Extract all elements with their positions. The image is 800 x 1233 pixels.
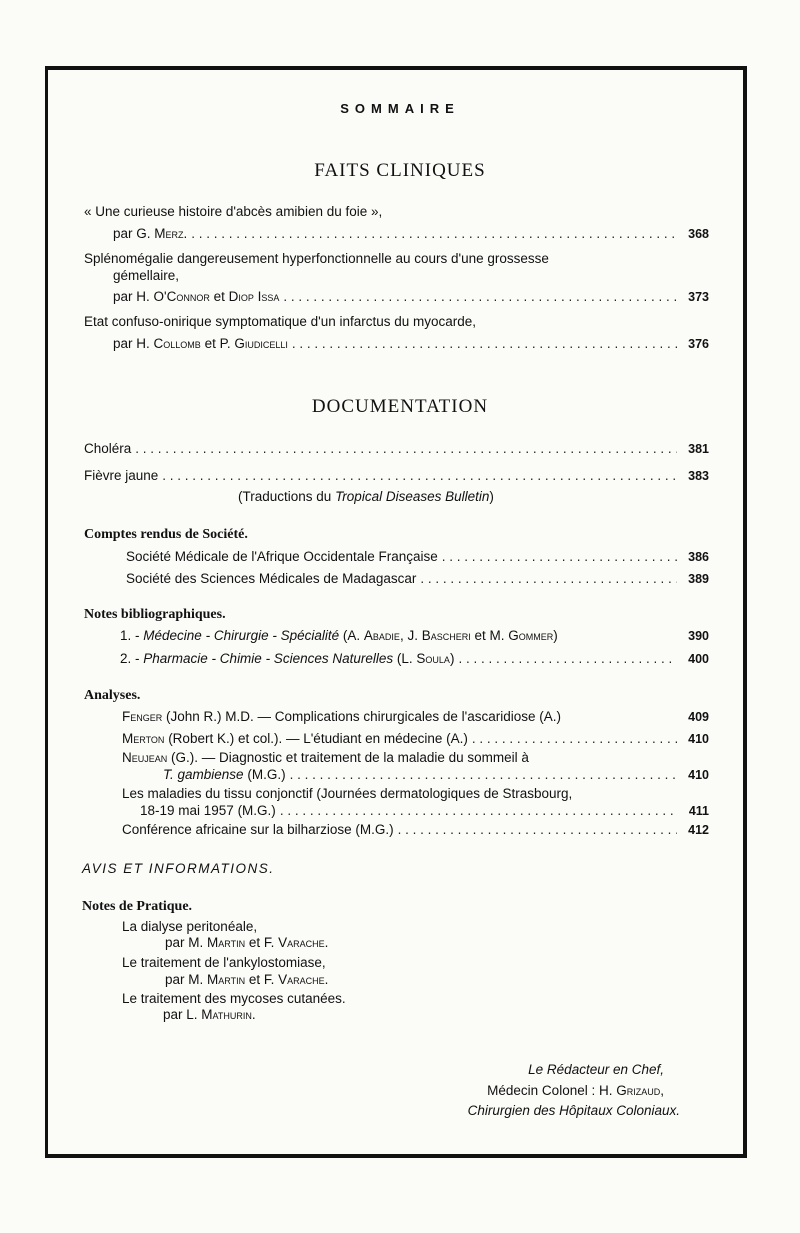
signature-line-1: Le Rédacteur en Chef, <box>528 1062 664 1077</box>
page-number: 368 <box>688 227 709 241</box>
leader-dots <box>290 767 677 782</box>
signature-line-2: Médecin Colonel : H. Grizaud, <box>487 1083 664 1098</box>
entry-societe-madagascar <box>126 571 709 586</box>
page-number: 410 <box>688 732 709 746</box>
author-line: par H. Collomb et P. Giudicelli <box>113 336 288 351</box>
notes-biblio-heading: Notes bibliographiques. <box>84 607 226 622</box>
entry-label: 2. - Pharmacie - Chimie - Sciences Naturelles (L. Soula) <box>120 651 455 666</box>
page-number: 373 <box>688 290 709 304</box>
entry-biblio-2 <box>120 651 709 666</box>
page-number: 376 <box>688 337 709 351</box>
entry-societe-aof <box>126 549 709 564</box>
pratique-ankylostomiase-authors: par M. Martin et F. Varache. <box>165 972 329 987</box>
entry-splenomegalie-title-2: gémellaire, <box>113 268 180 283</box>
analyses-heading: Analyses. <box>84 688 141 703</box>
entry-splenomegalie <box>113 289 709 304</box>
entry-bilharziose <box>122 822 709 837</box>
leader-dots <box>398 822 677 837</box>
comptes-rendus-heading: Comptes rendus de Société. <box>84 527 248 542</box>
entry-neujean <box>163 767 709 782</box>
leader-dots <box>442 549 677 564</box>
signature-line-3: Chirurgien des Hôpitaux Coloniaux. <box>467 1103 680 1118</box>
entry-label: Conférence africaine sur la bilharziose (M.G.) <box>122 822 394 837</box>
author-line: par H. O'Connor et Diop Issa <box>113 289 280 304</box>
leader-dots <box>292 336 677 351</box>
author-line: par G. Merz. <box>113 226 188 241</box>
entry-label: Choléra <box>84 441 132 456</box>
entry-splenomegalie-title: Splénomégalie dangereusement hyperfonctionnelle au cours d'une grossesse <box>84 251 549 266</box>
leader-dots <box>458 651 677 666</box>
leader-dots <box>280 803 677 818</box>
entry-label: 18-19 mai 1957 (M.G.) <box>140 803 276 818</box>
page-number: 389 <box>688 572 709 586</box>
page-number: 390 <box>688 629 709 643</box>
entry-merz <box>113 226 709 241</box>
page-number: 410 <box>688 768 709 782</box>
entry-merton <box>122 731 709 746</box>
entry-maladies-title: Les maladies du tissu conjonctif (Journées dermatologiques de Strasbourg, <box>122 786 573 801</box>
entry-fievre-jaune <box>84 468 709 483</box>
pratique-mycoses-title: Le traitement des mycoses cutanées. <box>122 991 346 1006</box>
page-number: 409 <box>688 710 709 724</box>
page-number: 386 <box>688 550 709 564</box>
entry-label: Fièvre jaune <box>84 468 159 483</box>
entry-biblio-1 <box>120 628 709 643</box>
sommaire-title: SOMMAIRE <box>340 101 460 116</box>
page-number: 400 <box>688 652 709 666</box>
avis-informations-heading: AVIS ET INFORMATIONS. <box>82 861 275 876</box>
leader-dots <box>135 441 677 456</box>
pratique-dialyse-title: La dialyse peritonéale, <box>122 919 258 934</box>
entry-label: Société des Sciences Médicales de Madagascar <box>126 571 417 586</box>
entry-label: Merton (Robert K.) et col.). — L'étudiant en médecine (A.) <box>122 731 468 746</box>
page-number: 381 <box>688 442 709 456</box>
pratique-mycoses-authors: par L. Mathurin. <box>163 1007 256 1022</box>
entry-neujean-title: Neujean (G.). — Diagnostic et traitement de la maladie du sommeil à <box>122 750 529 765</box>
entry-label: Fenger (John R.) M.D. — Complications chirurgicales de l'ascaridiose (A.) <box>122 709 561 724</box>
entry-label: 1. - Médecine - Chirurgie - Spécialité (A. Abadie, J. Bascheri et M. Gommer) <box>120 628 558 643</box>
entry-maladies <box>140 803 709 818</box>
leader-dots <box>420 571 677 586</box>
pratique-dialyse-authors: par M. Martin et F. Varache. <box>165 935 329 950</box>
pratique-ankylostomiase-title: Le traitement de l'ankylostomiase, <box>122 955 326 970</box>
page-number: 412 <box>688 823 709 837</box>
page-number: 383 <box>688 469 709 483</box>
page-number: 411 <box>688 804 709 818</box>
leader-dots <box>162 468 677 483</box>
entry-fenger <box>122 709 709 724</box>
leader-dots <box>283 289 677 304</box>
leader-dots <box>191 226 677 241</box>
entry-cholera <box>84 441 709 456</box>
entry-etat <box>113 336 709 351</box>
traductions-note: (Traductions du Tropical Diseases Bulletin) <box>238 489 494 504</box>
entry-merz-title: « Une curieuse histoire d'abcès amibien du foie », <box>84 204 383 219</box>
entry-label: Société Médicale de l'Afrique Occidentale Française <box>126 549 438 564</box>
leader-dots <box>472 731 677 746</box>
entry-label: T. gambiense (M.G.) <box>163 767 286 782</box>
faits-cliniques-title: FAITS CLINIQUES <box>314 160 486 181</box>
documentation-title: DOCUMENTATION <box>311 396 489 417</box>
entry-etat-title: Etat confuso-onirique symptomatique d'un infarctus du myocarde, <box>84 314 477 329</box>
notes-pratique-heading: Notes de Pratique. <box>82 899 193 914</box>
